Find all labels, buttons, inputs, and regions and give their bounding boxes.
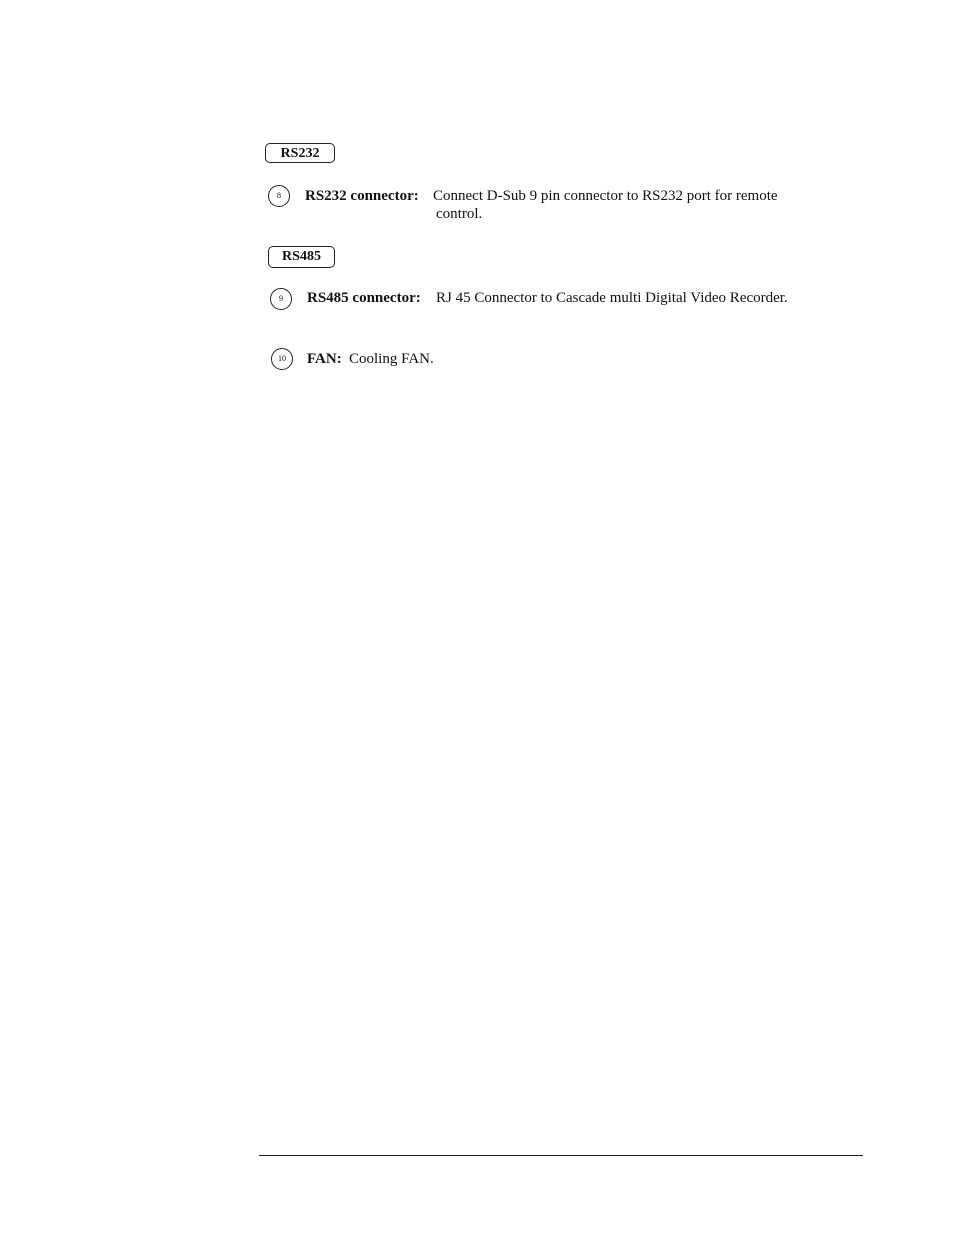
rs485-connector-label: RS485 connector: <box>307 290 421 306</box>
item-number-8: 8 <box>268 185 290 207</box>
fan-label: FAN: <box>307 351 342 367</box>
rs232-section-tag: RS232 <box>265 143 335 163</box>
footer-divider <box>259 1155 863 1156</box>
rs232-connector-description-line1: Connect D-Sub 9 pin connector to RS232 port for remote <box>433 188 778 204</box>
item-number-9: 9 <box>270 288 292 310</box>
rs485-connector-description: RJ 45 Connector to Cascade multi Digital Video Recorder. <box>436 290 788 306</box>
rs232-connector-description-line2: control. <box>436 206 483 222</box>
rs232-connector-label: RS232 connector: <box>305 188 419 204</box>
rs485-section-tag: RS485 <box>268 246 335 268</box>
item-number-10: 10 <box>271 348 293 370</box>
fan-description: Cooling FAN. <box>349 351 434 367</box>
